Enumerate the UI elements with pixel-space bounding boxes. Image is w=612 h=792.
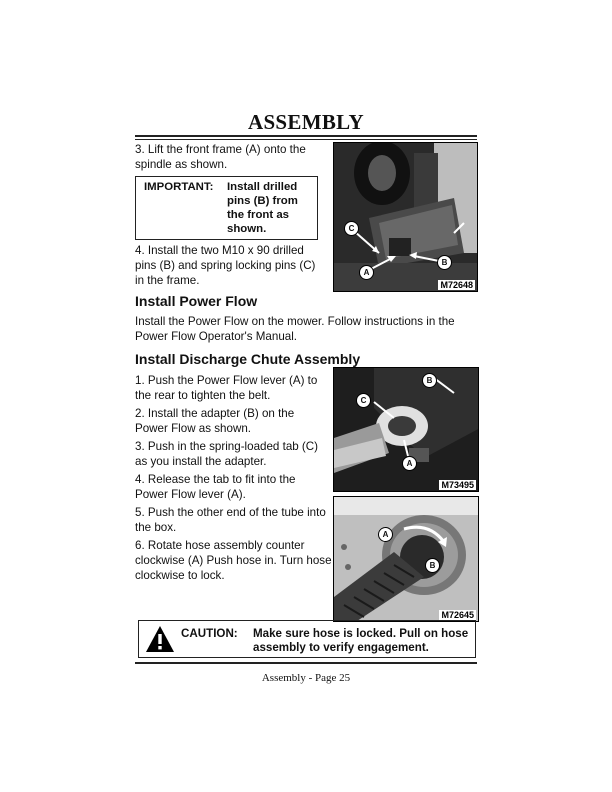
step-4-text: 4. Install the two M10 x 90 drilled pins (B) and spring locking pins (C) in the frame. xyxy=(135,244,316,287)
callout-a: A xyxy=(378,527,393,542)
callout-b: B xyxy=(437,255,452,270)
figure-id: M72648 xyxy=(440,280,473,290)
important-label: IMPORTANT: xyxy=(144,181,214,193)
callout-b: B xyxy=(425,558,440,573)
page-title: ASSEMBLY xyxy=(247,110,364,134)
caution-label: CAUTION: xyxy=(181,627,238,640)
important-notice xyxy=(135,176,318,240)
discharge-step-1: 1. Push the Power Flow lever (A) to the rear to tighten the belt. xyxy=(135,374,318,402)
page-footer: Assembly - Page 25 xyxy=(261,672,351,684)
figure-id: M72645 xyxy=(441,610,474,620)
step-3-text: 3. Lift the front frame (A) onto the spindle as shown. xyxy=(135,143,306,171)
caution-text: Make sure hose is locked. Pull on hose assembly to verify engagement. xyxy=(253,627,469,654)
figure-front-frame xyxy=(333,142,478,292)
hose-photo xyxy=(334,497,479,622)
power-flow-text: Install the Power Flow on the mower. Follow instructions in the Power Flow Operator's Manual. xyxy=(135,315,455,343)
callout-b: B xyxy=(422,373,437,388)
callout-a: A xyxy=(359,265,374,280)
front-frame-photo xyxy=(334,143,478,292)
important-text: Install drilled pins (B) from the front as shown. xyxy=(227,181,298,235)
warning-triangle-icon xyxy=(145,624,175,654)
callout-c: C xyxy=(356,393,371,408)
discharge-step-4: 4. Release the tab to fit into the Power Flow lever (A). xyxy=(135,473,296,501)
title-rule-thin xyxy=(135,139,477,140)
power-flow-heading: Install Power Flow xyxy=(135,293,258,309)
discharge-step-3: 3. Push in the spring-loaded tab (C) as you install the adapter. xyxy=(135,440,319,468)
figure-adapter xyxy=(333,367,479,492)
callout-a: A xyxy=(402,456,417,471)
caution-notice xyxy=(138,620,476,658)
callout-c: C xyxy=(344,221,359,236)
discharge-heading: Install Discharge Chute Assembly xyxy=(135,351,361,367)
discharge-step-5: 5. Push the other end of the tube into the box. xyxy=(135,506,326,534)
footer-rule xyxy=(135,662,477,664)
figure-id: M73495 xyxy=(441,480,474,490)
title-rule xyxy=(135,135,477,137)
discharge-step-2: 2. Install the adapter (B) on the Power Flow as shown. xyxy=(135,407,295,435)
figure-hose xyxy=(333,496,479,622)
adapter-photo xyxy=(334,368,479,492)
discharge-step-6: 6. Rotate hose assembly counter clockwise (A) Push hose in. Turn hose clockwise to lock. xyxy=(135,539,332,582)
